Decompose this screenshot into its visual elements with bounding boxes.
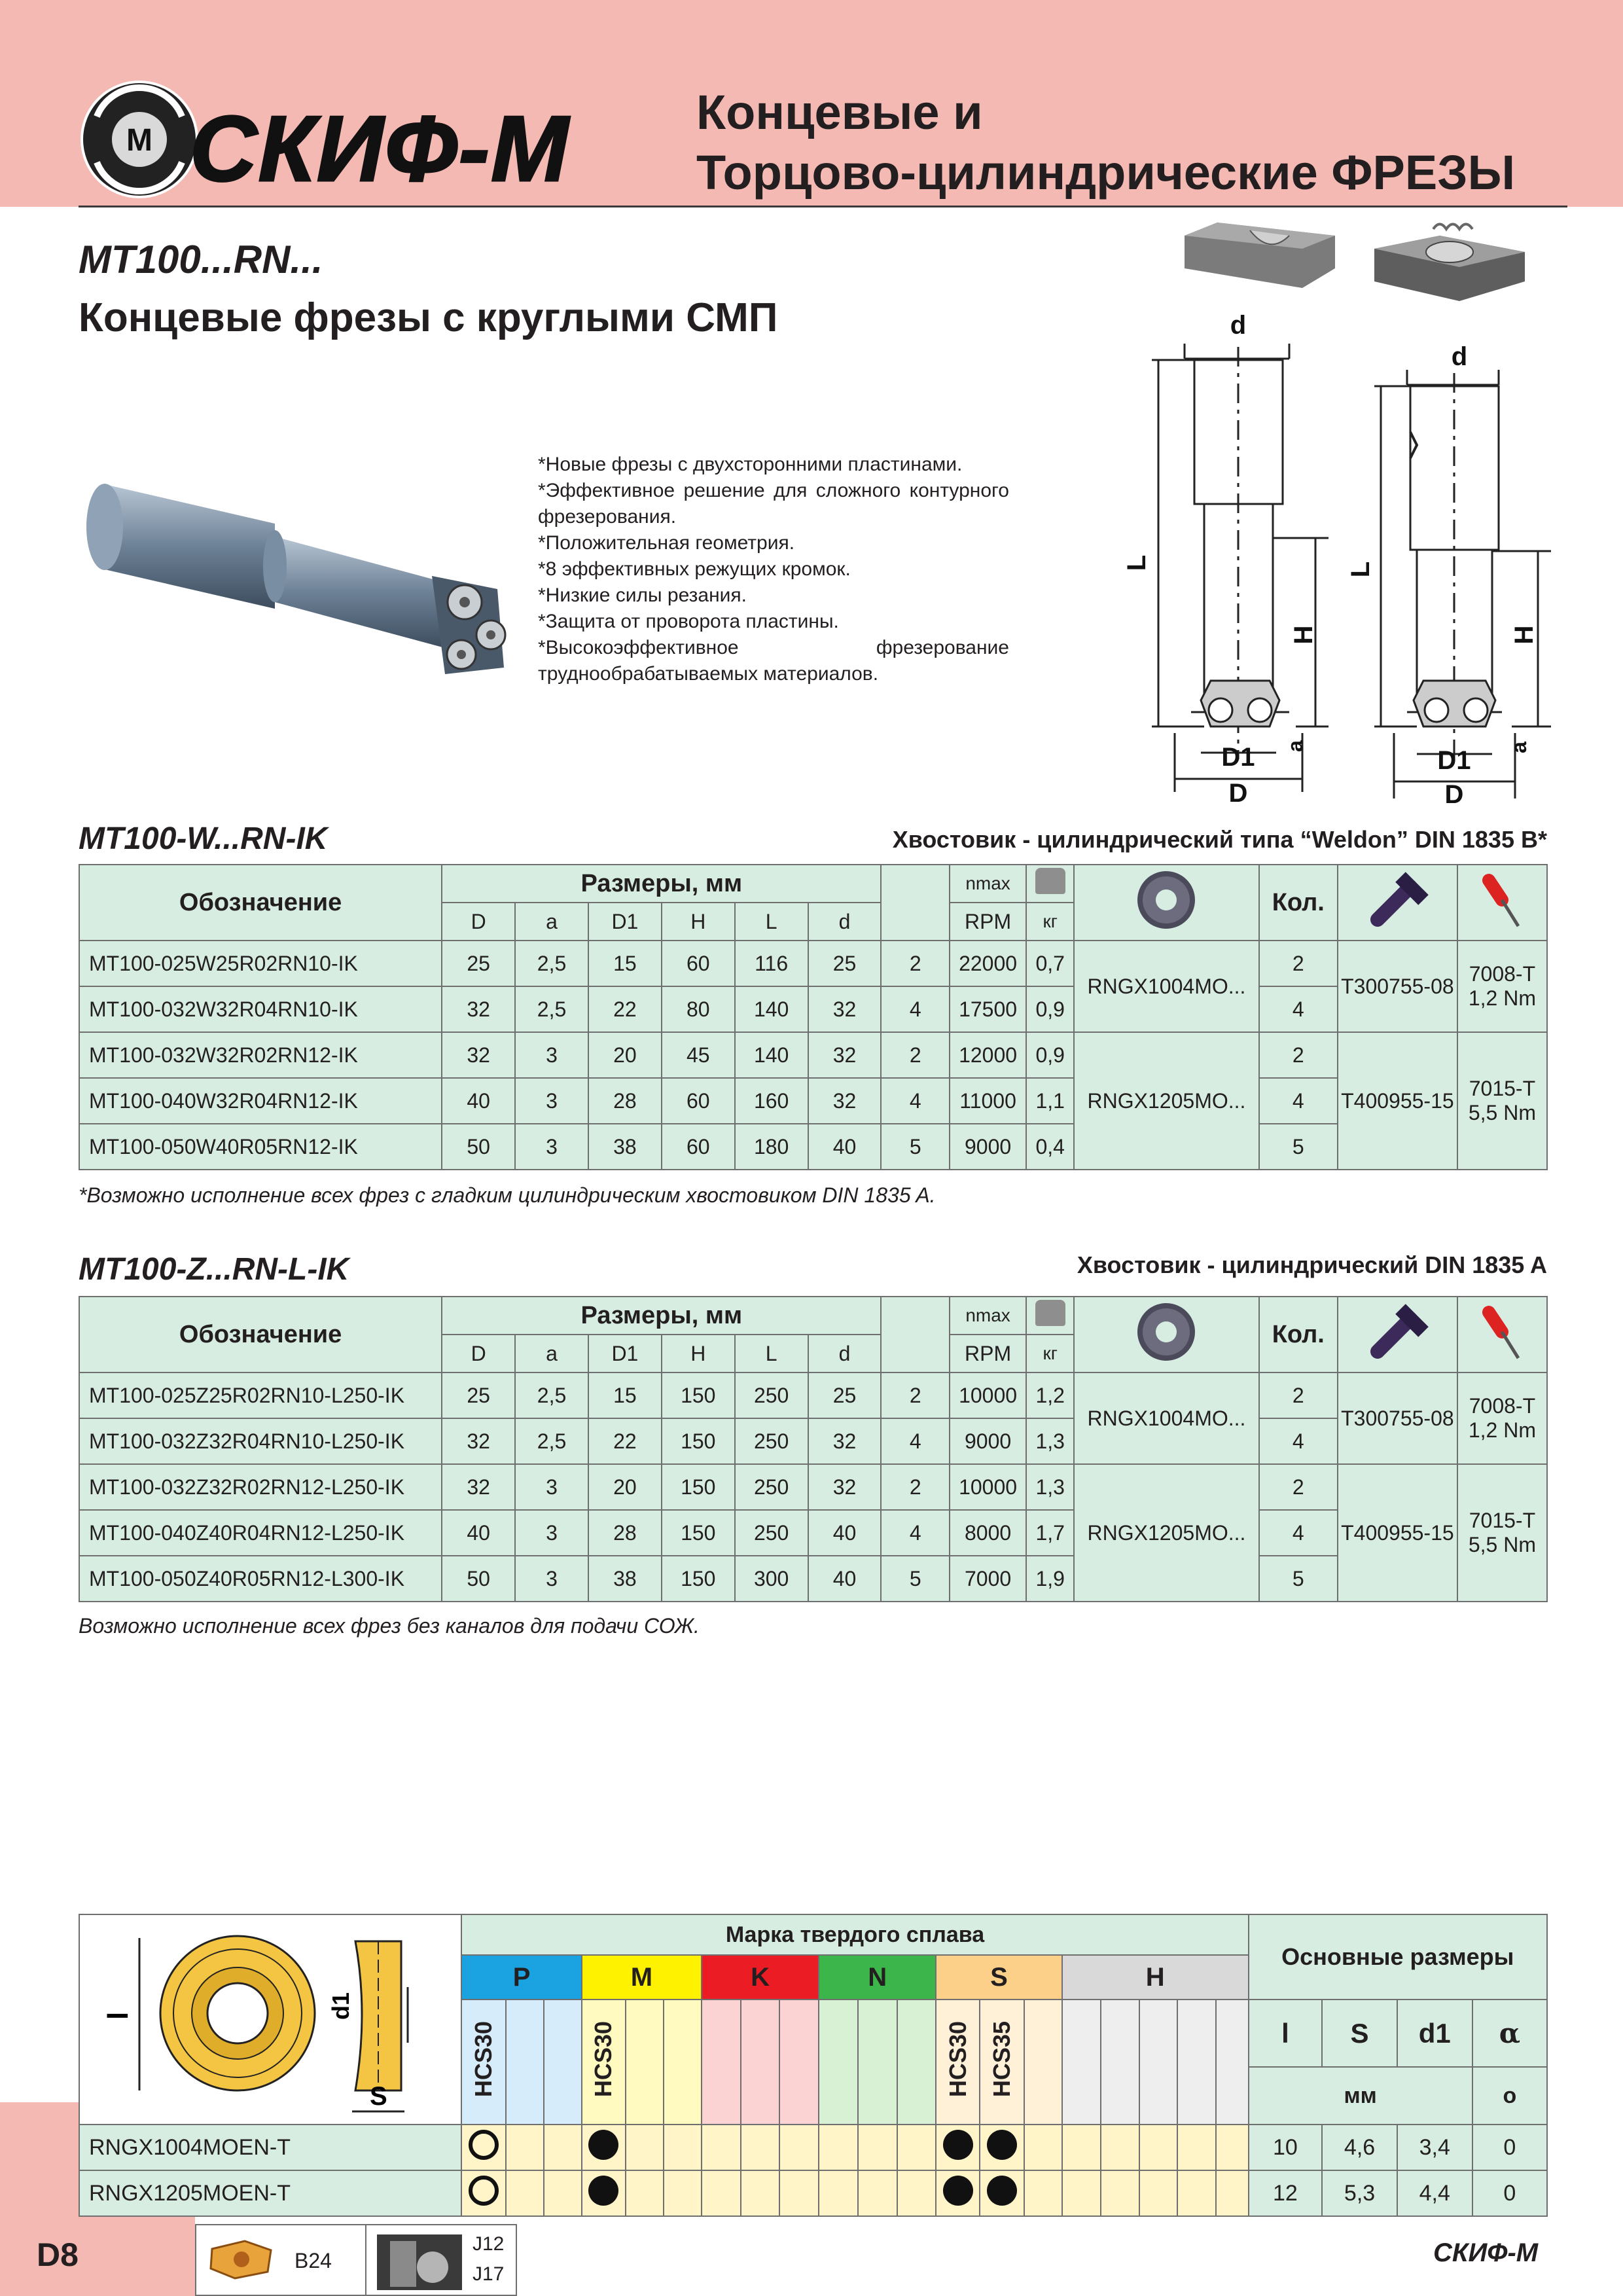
- grade-s2: HCS35: [988, 2020, 1016, 2098]
- col-nmax: nmax: [950, 1297, 1026, 1335]
- table-row: MT100-032W32R02RN12-IK 32 3 20 45 140 32 2 12000 0,9 RNGX1205MO... 2 T400955-15 7015-T 5,5 Nm: [79, 1032, 1547, 1078]
- feature-item: *8 эффективных режущих кромок.: [538, 558, 851, 580]
- cylindrical-drawing: [1346, 342, 1564, 809]
- col-rpm: RPM: [950, 903, 1026, 941]
- screw-code: T300755-08: [1338, 1372, 1457, 1464]
- col-designation: Обозначение: [79, 865, 442, 941]
- footer-ref-1-label: B24: [294, 2249, 332, 2272]
- grade-p1: HCS30: [470, 2020, 497, 2098]
- col-qty: Кол.: [1259, 865, 1338, 941]
- dim-col-d1: d1: [1397, 2000, 1472, 2067]
- page-title: [696, 82, 1515, 203]
- table2-title: MT100-Z...RN-L-IK: [79, 1252, 349, 1287]
- table-row: MT100-032Z32R04RN10-L250-IK 32 2,5 22 150 250 32 4 9000 1,3 4: [79, 1418, 1547, 1464]
- table-row: MT100-040Z40R04RN12-L250-IK 40 3 28 150 250 40 4 8000 1,7 4: [79, 1510, 1547, 1556]
- group-H: H: [1062, 1955, 1249, 2000]
- shank-flat-icon: [1178, 216, 1342, 295]
- dim-label-d: d: [1230, 311, 1247, 340]
- dim-label-H: H: [1510, 625, 1539, 645]
- dim-col-l: l: [1249, 2000, 1323, 2067]
- col-a: a: [515, 1335, 588, 1372]
- footer-brand: СКИФ-М: [1433, 2238, 1539, 2267]
- table2-shank: Хвостовик - цилиндрический DIN 1835 A: [1077, 1251, 1547, 1278]
- col-D: D: [442, 1335, 515, 1372]
- insert-code: RNGX1205MO...: [1074, 1032, 1258, 1170]
- sketch-label-l: l: [102, 2011, 135, 2020]
- weight-icon: [1035, 868, 1065, 894]
- col-designation: Обозначение: [79, 1297, 442, 1372]
- grade-avail-icon: [588, 2176, 618, 2206]
- torx-key-icon: [1469, 867, 1535, 933]
- unit-mm: мм: [1249, 2067, 1472, 2125]
- col-D1: D1: [588, 1335, 662, 1372]
- feature-item: *Положительная геометрия.: [538, 532, 795, 554]
- screw-code: T400955-15: [1338, 1032, 1457, 1170]
- table1-note: *Возможно исполнение всех фрез с гладким цилиндрическим хвостовиком DIN 1835 A.: [79, 1183, 936, 1207]
- table2-note: Возможно исполнение всех фрез без каналов для подачи СОЖ.: [79, 1614, 700, 1638]
- group-K: K: [702, 1955, 819, 2000]
- insert-code: RNGX1004MO...: [1074, 941, 1258, 1032]
- footer-ref-1[interactable]: [195, 2224, 366, 2296]
- screw-icon: [1364, 1299, 1430, 1365]
- dim-col-S: S: [1322, 2000, 1397, 2067]
- footer-ref-2[interactable]: [365, 2224, 517, 2296]
- col-d: d: [808, 903, 882, 941]
- feature-item: *Защита от проворота пластины.: [538, 611, 839, 632]
- grade-avail-icon: [588, 2130, 618, 2160]
- col-d: d: [808, 1335, 882, 1372]
- table-row: MT100-032W32R04RN10-IK 32 2,5 22 80 140 32 4 17500 0,9 4: [79, 986, 1547, 1032]
- group-M: M: [582, 1955, 702, 2000]
- insert-sketch-icon: [87, 1915, 454, 2118]
- page-number: D8: [37, 2236, 79, 2273]
- col-D1: D1: [588, 903, 662, 941]
- col-nmax: nmax: [950, 865, 1026, 903]
- sketch-label-s: S: [370, 2082, 387, 2111]
- table-row: MT100-050W40R05RN12-IK 50 3 38 60 180 40 5 9000 0,4 5: [79, 1124, 1547, 1170]
- dim-label-d: d: [1451, 342, 1468, 371]
- weight-icon: [1035, 1300, 1065, 1326]
- col-kg: кг: [1026, 903, 1074, 941]
- col-rpm: RPM: [950, 1335, 1026, 1372]
- grade-avail-icon: [987, 2130, 1017, 2160]
- group-P: P: [461, 1955, 581, 2000]
- col-qty: Кол.: [1259, 1297, 1338, 1372]
- key-code: 7008-T 1,2 Nm: [1457, 1372, 1547, 1464]
- key-code: 7015-T 5,5 Nm: [1457, 1464, 1547, 1602]
- group-N: N: [819, 1955, 936, 2000]
- grade-row: RNGX1205MOEN-T 12 5,3 4,4 0: [79, 2170, 1547, 2216]
- insert-thumbnail-icon: [205, 2236, 277, 2282]
- table-row: MT100-025W25R02RN10-IK 25 2,5 15 60 116 25 2 22000 0,7 RNGX1004MO... 2 T300755-08 7008-T 1,2 Nm: [79, 941, 1547, 986]
- grade-avail-icon: [987, 2176, 1017, 2206]
- tool-thumbnail-icon: [370, 2228, 469, 2293]
- col-L: L: [735, 903, 808, 941]
- col-H: H: [662, 903, 735, 941]
- brand-name: СКИФ-М: [190, 97, 570, 201]
- dim-label-L: L: [1122, 554, 1151, 571]
- grade-avail-optional-icon: [469, 2130, 499, 2160]
- spec-table-1: [79, 864, 1548, 1170]
- feature-item: *Эффективное решение для сложного контурного фрезерования.: [538, 480, 1009, 528]
- end-mill-photo: [79, 458, 510, 707]
- key-code: 7015-T 5,5 Nm: [1457, 1032, 1547, 1170]
- insert-code: RNGX1205MO...: [1074, 1464, 1258, 1602]
- spec-table-2: [79, 1296, 1548, 1602]
- grade-avail-icon: [943, 2130, 973, 2160]
- page-title-line2: Торцово-цилиндрические ФРЕЗЫ: [696, 145, 1516, 200]
- dim-label-a: a: [1283, 740, 1307, 752]
- unit-deg: o: [1472, 2067, 1547, 2125]
- col-kg: кг: [1026, 1335, 1074, 1372]
- screw-code: T400955-15: [1338, 1464, 1457, 1602]
- feature-item: *Высокоэффективное фрезерование труднообрабатываемых материалов.: [538, 637, 1009, 685]
- col-a: a: [515, 903, 588, 941]
- grade-m1: HCS30: [590, 2020, 617, 2098]
- logo-letter: М: [126, 123, 152, 158]
- dim-col-alpha: α: [1472, 2000, 1547, 2067]
- grade-avail-icon: [943, 2176, 973, 2206]
- col-H: H: [662, 1335, 735, 1372]
- grade-title: Марка твердого сплава: [461, 1914, 1248, 1955]
- col-L: L: [735, 1335, 808, 1372]
- table-row: MT100-032Z32R02RN12-L250-IK 32 3 20 150 250 32 2 10000 1,3 RNGX1205MO... 2 T400955-15 7015-T 5,5 Nm: [79, 1464, 1547, 1510]
- dim-label-H: H: [1289, 625, 1318, 645]
- feature-item: *Низкие силы резания.: [538, 584, 747, 606]
- screw-code: T300755-08: [1338, 941, 1457, 1032]
- screw-icon: [1364, 867, 1430, 933]
- product-subtitle: Концевые фрезы с круглыми СМП: [79, 295, 778, 340]
- brand-logo-icon: [77, 77, 202, 202]
- grade-avail-optional-icon: [469, 2176, 499, 2206]
- footer-ref-2a-label: J12: [473, 2233, 505, 2255]
- table-row: MT100-040W32R04RN12-IK 40 3 28 60 160 32 4 11000 1,1 4: [79, 1078, 1547, 1124]
- insert-code: RNGX1004MO...: [1074, 1372, 1258, 1464]
- group-S: S: [936, 1955, 1061, 2000]
- insert-clamp-icon: [1368, 216, 1531, 308]
- grade-s1: HCS30: [944, 2020, 971, 2098]
- dim-label-D1: D1: [1221, 743, 1255, 772]
- table-row: MT100-025Z25R02RN10-L250-IK 25 2,5 15 150 250 25 2 10000 1,2 RNGX1004MO... 2 T300755-08 7008-T 1,2 Nm: [79, 1372, 1547, 1418]
- dim-label-D: D: [1444, 780, 1464, 809]
- table-row: MT100-050Z40R05RN12-L300-IK 50 3 38 150 300 40 5 7000 1,9 5: [79, 1556, 1547, 1602]
- grade-table: [79, 1914, 1548, 2217]
- main-dims-title: Основные размеры: [1249, 1914, 1547, 2000]
- header-divider: [79, 206, 1567, 207]
- grade-row: RNGX1004MOEN-T 10 4,6 3,4 0: [79, 2125, 1547, 2170]
- insert-icon: [1124, 867, 1209, 933]
- sketch-label-d1: d1: [327, 1992, 355, 2020]
- table1-title: MT100-W...RN-IK: [79, 821, 328, 856]
- insert-icon: [1124, 1299, 1209, 1365]
- series-title: MT100...RN...: [79, 238, 323, 281]
- dim-label-D: D: [1228, 779, 1248, 808]
- torx-key-icon: [1469, 1299, 1535, 1365]
- dim-label-a: a: [1507, 742, 1531, 753]
- col-dimensions: Размеры, мм: [442, 1297, 881, 1335]
- table1-shank: Хвостовик - цилиндрический типа “Weldon” DIN 1835 B*: [892, 826, 1547, 853]
- page-title-line1: Концевые и: [696, 85, 983, 139]
- dim-label-L: L: [1346, 561, 1375, 578]
- features-list: [538, 452, 1009, 687]
- key-code: 7008-T 1,2 Nm: [1457, 941, 1547, 1032]
- col-D: D: [442, 903, 515, 941]
- footer-ref-2b-label: J17: [473, 2263, 505, 2285]
- feature-item: *Новые фрезы с двухсторонними пластинами.: [538, 454, 963, 475]
- weldon-drawing: [1122, 308, 1361, 808]
- col-dimensions: Размеры, мм: [442, 865, 881, 903]
- dim-label-D1: D1: [1437, 746, 1471, 775]
